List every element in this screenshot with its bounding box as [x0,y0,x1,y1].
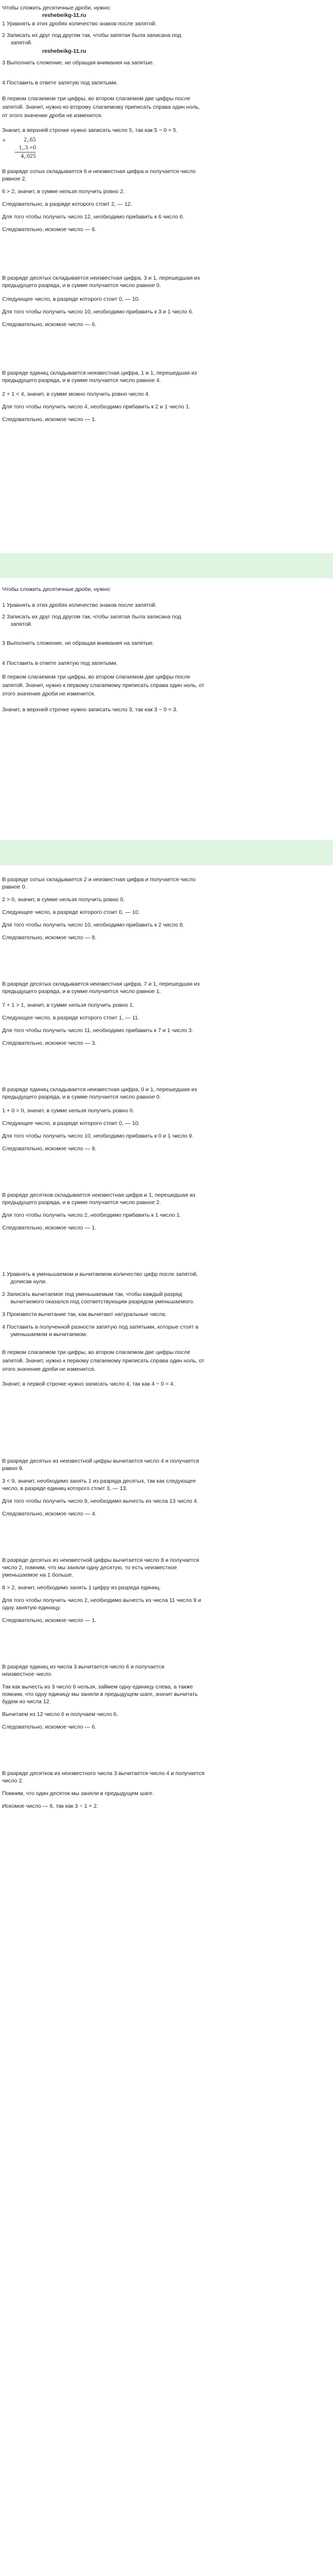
paragraph: запятой. Значит, нужно ко второму слагаемому приписать справа один ноль, [2,104,200,110]
paragraph: В разряде сотых складывается 2 и неизвестная цифра и получается число [2,876,196,883]
paragraph: Вычитаем из 12 число 6 и получаем число 6. [2,1711,119,1718]
highlight-row [0,840,333,865]
step-item-cont: запятой. [11,40,33,46]
paragraph: равно 9. [2,1465,24,1472]
column-addition [2,136,36,160]
paragraph: одну занятую единицу. [2,1605,61,1611]
addend-1: 2,.65 [24,137,36,143]
paragraph: Для того чтобы получить число 2, необходимо вычесть из числа 11 число 9 и [2,1597,201,1604]
paragraph: В разряде десятков из неизвестного числа 3 вычитается число 4 и получается [2,1770,205,1777]
intro-text: Чтобы сложить десятичные дроби, нужно: [2,586,111,593]
paragraph: будем из числа 12. [2,1699,51,1705]
paragraph: этого значение дроби не изменится. [2,691,96,697]
paragraph: предыдущего разряда, и в сумме получается число равное 2. [2,1199,161,1206]
step-item-cont: вычитаемого оказался под соответствующим разрядом уменьшаемого. [11,1299,194,1305]
paragraph: Следующее число, в разряде которого стоит 1, — 11. [2,1015,140,1021]
step-item-cont: запятой. [11,621,33,627]
paragraph: Значит, в верхней строчке нужно записать число 3, так как 3 − 0 = 3. [2,707,178,713]
step-item: 1 Уравнять в уменьшаемом и вычитаемом количество цифр после запятой, [2,1271,198,1277]
paragraph: 1 + 0 > 0, значит, в сумме нельзя получить ровно 0. [2,1108,134,1114]
paragraph: Следующее число, в разряде которого стоит 0, — 10. [2,909,140,915]
paragraph: предыдущего разряда, и в сумме получается число равное 1. [2,988,161,995]
paragraph: предыдущего разряда, и в сумме получается число равное 0. [2,1094,161,1100]
step-item: 2 Записать их друг под другом так, чтобы запятая была записана под [2,32,181,39]
paragraph: от этого значение дроби не изменится. [2,112,103,119]
paragraph: предыдущего разряда, и в сумме получается число равное 4. [2,377,161,384]
highlight-row [0,553,333,578]
watermark: reshebeikg-11.ru [42,48,86,54]
step-item: 3 Произвести вычитание так, как вычитают натуральные числа. [2,1311,167,1318]
paragraph: Следовательно, искомое число — 6. [2,1724,96,1730]
paragraph: В первом слагаемом три цифры, во втором слагаемом две цифры после [2,674,191,680]
step-item: 2 Записать их друг под другом так, чтобы запятая была записана под [2,614,181,620]
paragraph: число, в разряде единиц которого стоит 3, — 13. [2,1485,128,1492]
paragraph: 7 + 1 > 1, значит, в сумме нельзя получить ровно 1. [2,1002,134,1008]
paragraph: Искомое число — 6, так как 3 − 1 = 2. [2,1803,99,1809]
paragraph: Следовательно, искомое число — 8. [2,934,96,941]
paragraph: Для того чтобы получить число 10, необходимо прибавить к 0 и 1 число 9. [2,1133,194,1139]
paragraph: Так как вычесть из 3 число 6 нельзя, займем одну единицу слева, а также [2,1684,193,1690]
paragraph: Следующее число, в разряде которого стоит 0, — 10. [2,296,140,302]
paragraph: В разряде единиц из числа 3 вычитается число 6 и получается [2,1664,164,1670]
paragraph: Для того чтобы получить число 2, необходимо прибавить к 1 число 1. [2,1212,181,1218]
paragraph: В первом слагаемом три цифры, во втором слагаемом две цифры после [2,1349,191,1356]
step-item: 4 Поставить в ответе запятую под запятыми. [2,80,118,86]
step-item: 1 Уравнять в этих дробях количество знаков после запятой. [2,602,157,608]
paragraph: Следовательно, искомое число — 6. [2,226,96,233]
paragraph: Значит, в верхней строчке нужно записать число 5, так как 5 − 0 = 5. [2,127,178,133]
paragraph: 2 + 1 < 4, значит, в сумме можно получить ровно число 4. [2,391,150,397]
paragraph: неизвестное число. [2,1671,53,1677]
step-item: 3 Выполнить сложение, не обращая внимания на запятые. [2,60,154,66]
step-item-cont: дописав нули. [11,1279,47,1285]
paragraph: Следовательно, искомое число — 1. [2,1617,96,1624]
paragraph: уменьшаемое на 1 больше. [2,1572,74,1578]
paragraph: 3 < 9, значит, необходимо занять 1 из разряда десятых, так как следующее [2,1478,196,1484]
step-item: 2 Записать вычитаемое под уменьшаемым так, чтобы каждый разряд [2,1291,182,1297]
paragraph: предыдущего разряда, и в сумме получается число равное 0. [2,282,161,289]
paragraph: Значит, в первой строчке нужно записать число 4, так как 4 − 0 = 4. [2,1381,175,1387]
paragraph: Следовательно, искомое число — 1. [2,1225,96,1231]
step-item: 1 Уравнять в этих дробях количество знаков после запятой. [2,21,157,27]
step-item: 4 Поставить в полученной разности запятую под запятыми, которые стоят в [2,1324,199,1330]
sum: 4,.025 [21,153,36,159]
paragraph: помним, что одну единицу мы заняли в предыдущем шаге, значит вычитать [2,1691,198,1697]
paragraph: В разряде сотых складывается 6 и неизвестная цифра и получается число [2,168,196,175]
paragraph: Для того чтобы получить число 10, необходимо прибавить к 3 и 1 число 6. [2,309,194,315]
paragraph: число 2. [2,1778,24,1784]
paragraph: Для того чтобы получить число 10, необходимо прибавить к 2 число 8. [2,922,184,928]
paragraph: В первом слагаемом три цифры, во втором слагаемом две цифры после [2,96,191,102]
paragraph: запятой. Значит, нужно к первому слагаемому приписать справа один ноль, от [2,1358,204,1364]
paragraph: Для того чтобы получить число 12, необходимо прибавить к 6 число 6. [2,214,184,220]
paragraph: 6 > 2, значит, в сумме нельзя получить ровно 2. [2,188,125,195]
step-item: 3 Выполнить сложение, не обращая внимания на запятые. [2,640,154,646]
paragraph: В разряде десятых складывается неизвестная цифра, 7 и 1, перешедшая из [2,981,200,987]
paragraph: В разряде единиц складывается неизвестная цифра, 1 и 1, перешедшая из [2,370,197,376]
paragraph: В разряде десятых из неизвестной цифры вычитается число 4 и получается [2,1458,199,1464]
paragraph: В разряде десятых из неизвестной цифры вычитается число 8 и получается [2,1557,199,1563]
paragraph: Для того чтобы получить число 4, необходимо прибавить к 2 и 1 число 1. [2,404,191,410]
paragraph: Следовательно, искомое число — 6. [2,321,96,328]
plus-sign: + [2,136,6,144]
paragraph: В разряде единиц складывается неизвестная цифра, 0 и 1, перешедшая из [2,1086,197,1093]
paragraph: Следовательно, в разряде которого стоит 2, — 12. [2,201,132,207]
paragraph: Следовательно, искомое число — 4. [2,1511,96,1517]
paragraph: 2 > 0, значит, в сумме нельзя получить ровно 0. [2,896,125,903]
paragraph: Для того чтобы получить число 9, необходимо вычесть из числа 13 число 4. [2,1498,199,1504]
paragraph: В разряде десятых складывается неизвестная цифра, 3 и 1, перешедшая из [2,275,200,281]
intro-text: Чтобы сложить десятичные дроби, нужно: [2,5,111,11]
paragraph: 8 > 2, значит, необходимо занять 1 цифру из разряда единиц. [2,1585,161,1591]
paragraph: Следовательно, искомое число — 1. [2,416,96,423]
paragraph: Следовательно, искомое число — 9. [2,1146,96,1152]
paragraph: запятой. Значит, нужно к первому слагаемому приписать справа один ноль, от [2,682,204,689]
paragraph: равное 0. [2,884,27,890]
paragraph: Следовательно, искомое число — 3. [2,1040,96,1046]
watermark: reshebeikg-11.ru [42,12,86,18]
paragraph: Следующее число, в разряде которого стоит 0, — 10. [2,1120,140,1127]
paragraph: В разряде десятков складывается неизвестная цифра и 1, перешедшая из [2,1192,195,1198]
paragraph: Для того чтобы получить число 11, необходимо прибавить к 7 и 1 число 3. [2,1027,193,1034]
paragraph: этого значение дроби не изменится. [2,1366,96,1372]
paragraph: равное 2. [2,176,27,182]
step-item: 4 Поставить в ответе запятую под запятыми. [2,660,118,666]
paragraph: число 2, помним, что мы заняли одну десятую, то есть неизвестное [2,1564,177,1571]
paragraph: Помним, что один десяток мы заняли в предыдущем шаге. [2,1790,154,1797]
addend-2: 1,.3.+0 [15,144,36,152]
step-item-cont: уменьшаемом и вычитаемом. [11,1331,87,1338]
